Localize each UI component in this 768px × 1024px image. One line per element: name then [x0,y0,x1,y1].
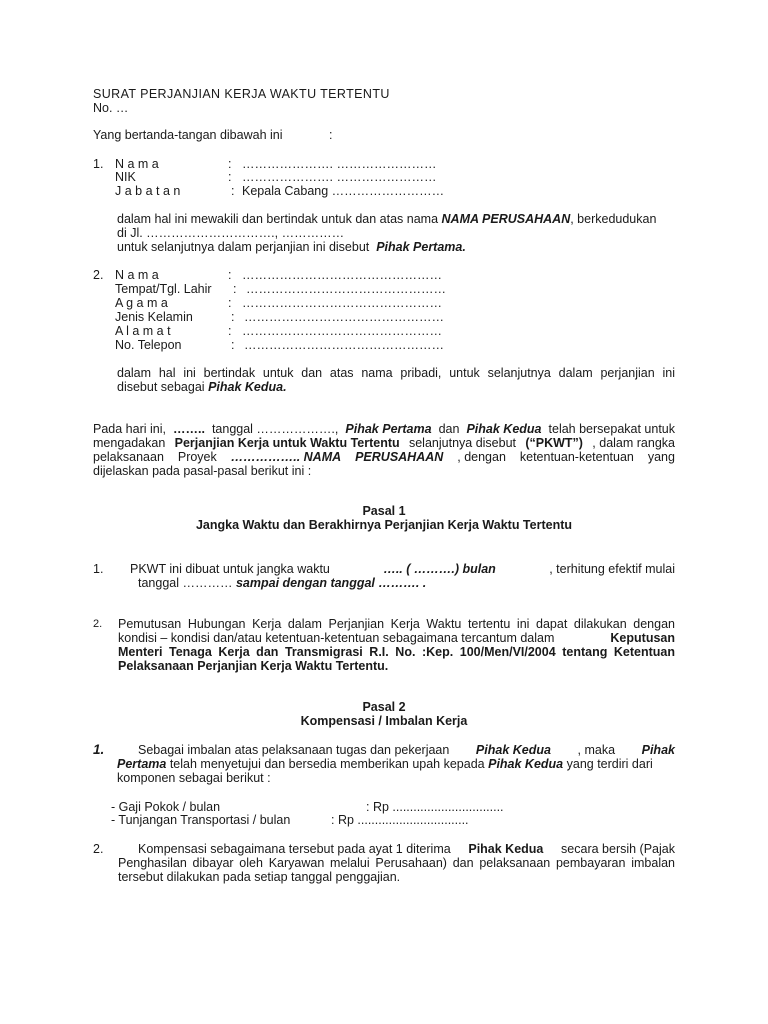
party2-birth-colon: : [233,282,237,296]
party1-address-line: di Jl. …………………………., …………… [117,226,345,240]
party2-address-label: A l a m a t [115,324,171,338]
party1-number: 1. [93,157,104,171]
pasal2-item2-line1: Kompensasi sebagaimana tersebut pada ayat 1 diterima Pihak Kedua secara bersih (Pajak [138,842,675,856]
party2-representation-line1: dalam hal ini bertindak untuk dan atas nama pribadi, untuk selanjutnya dalam perjanjian ini [117,366,675,380]
pihak-kedua-term: Pihak Kedua. [208,380,287,394]
document-number: No. … [93,101,129,115]
pasal1-item2-line4: Pelaksanaan Perjanjian Kerja Waktu Tertentu. [118,659,389,673]
opening-line2: mengadakan Perjanjian Kerja untuk Waktu Tertentu selanjutnya disebut (“PKWT”) , dalam rangka [93,436,675,450]
pasal2-subheading: Kompensasi / Imbalan Kerja [300,714,468,728]
company-name: NAMA PERUSAHAAN [441,212,571,226]
party1-representation-line3: untuk selanjutnya dalam perjanjian ini disebut Pihak Pertama. [117,240,466,254]
pasal1-heading: Pasal 1 [362,504,406,518]
document-title: SURAT PERJANJIAN KERJA WAKTU TERTENTU [93,87,390,101]
party2-gender-label: Jenis Kelamin [115,310,193,324]
party1-name-colon: : [228,157,232,171]
pasal2-heading: Pasal 2 [362,700,406,714]
pasal1-subheading: Jangka Waktu dan Berakhirnya Perjanjian Kerja Waktu Tertentu [195,518,573,532]
party2-birth-value: ………………………………………… [246,282,446,296]
pasal1-item1-line1: PKWT ini dibuat untuk jangka waktu ….. ( ……….) bulan , terhitung efektif mulai [130,562,675,576]
party2-name-label: N a m a [115,268,159,282]
party2-phone-value: ………………………………………… [244,338,444,352]
pasal1-item2-line2: kondisi – kondisi dan/atau ketentuan-ketentuan sebagaimana tercantum dalam Keputusan [118,631,675,645]
pasal2-item1-line3: komponen sebagai berikut : [117,771,271,785]
opening-line4: dijelaskan pada pasal-pasal berikut ini : [93,464,312,478]
party1-position-value: Kepala Cabang ……………………… [242,184,445,198]
party2-name-value: ………………………………………… [242,268,442,282]
transport-component-value: : Rp ................................ [331,813,469,827]
party2-gender-value: ………………………………………… [244,310,444,324]
party2-phone-colon: : [231,338,235,352]
salary-component-label: - Gaji Pokok / bulan [111,800,221,814]
party1-representation-line1: dalam hal ini mewakili dan bertindak untuk dan atas nama NAMA PERUSAHAAN, berkedudukan [117,212,657,226]
party2-religion-colon: : [228,296,232,310]
party2-birth-label: Tempat/Tgl. Lahir [115,282,212,296]
party2-address-colon: : [228,324,232,338]
pasal2-item1-line2: Pertama telah menyetujui dan bersedia memberikan upah kepada Pihak Kedua yang terdiri dari [117,757,653,771]
pasal1-item2-number: 2. [93,618,103,630]
intro-text: Yang bertanda-tangan dibawah ini [93,128,283,142]
party1-position-label: J a b a t a n [115,184,181,198]
party1-name-value: …………………. …………………… [242,157,437,171]
pasal2-item2-number: 2. [93,842,104,856]
pasal1-item2-line1: Pemutusan Hubungan Kerja dalam Perjanjian Kerja Waktu tertentu ini dapat dilakukan dengan [118,617,675,631]
party1-position-colon: : [231,184,235,198]
party2-religion-label: A g a m a [115,296,168,310]
salary-component-value: : Rp ................................ [366,800,504,814]
pasal2-item1-line1: Sebagai imbalan atas pelaksanaan tugas dan pekerjaan Pihak Kedua , maka Pihak [138,743,675,757]
opening-line1: Pada hari ini, …….. tanggal ………………., Pihak Pertama dan Pihak Kedua telah bersepakat untuk [93,422,675,436]
opening-line3: pelaksanaan Proyek …………….. NAMA PERUSAHAAN , dengan ketentuan-ketentuan yang [93,450,675,464]
party2-name-colon: : [228,268,232,282]
party2-religion-value: ………………………………………… [242,296,442,310]
party1-nik-colon: : [228,170,232,184]
party2-gender-colon: : [231,310,235,324]
intro-colon: : [329,128,333,142]
pasal1-item1-line2: tanggal ………… sampai dengan tanggal ………. . [138,576,427,590]
pasal2-item1-number: 1. [93,742,105,757]
pasal2-item2-line3: tersebut dilakukan pada setiap tanggal penggajian. [118,870,401,884]
party1-name-label: N a m a [115,157,159,171]
party1-nik-value: …………………. …………………… [242,170,437,184]
party2-number: 2. [93,268,104,282]
pihak-pertama-term: Pihak Pertama. [376,240,466,254]
pasal2-item2-line2: Penghasilan dibayar oleh Karyawan melalui Perusahaan) dan pelaksanaan pembayaran imbalan [118,856,675,870]
party2-address-value: ………………………………………… [242,324,442,338]
party2-representation-line2: disebut sebagai Pihak Kedua. [117,380,287,394]
party2-phone-label: No. Telepon [115,338,182,352]
transport-component-label: - Tunjangan Transportasi / bulan [111,813,291,827]
pasal1-item2-line3: Menteri Tenaga Kerja dan Transmigrasi R.I. No. :Kep. 100/Men/VI/2004 tentang Ketentuan [118,645,675,659]
pasal1-item1-number: 1. [93,562,104,576]
party1-nik-label: NIK [115,170,136,184]
